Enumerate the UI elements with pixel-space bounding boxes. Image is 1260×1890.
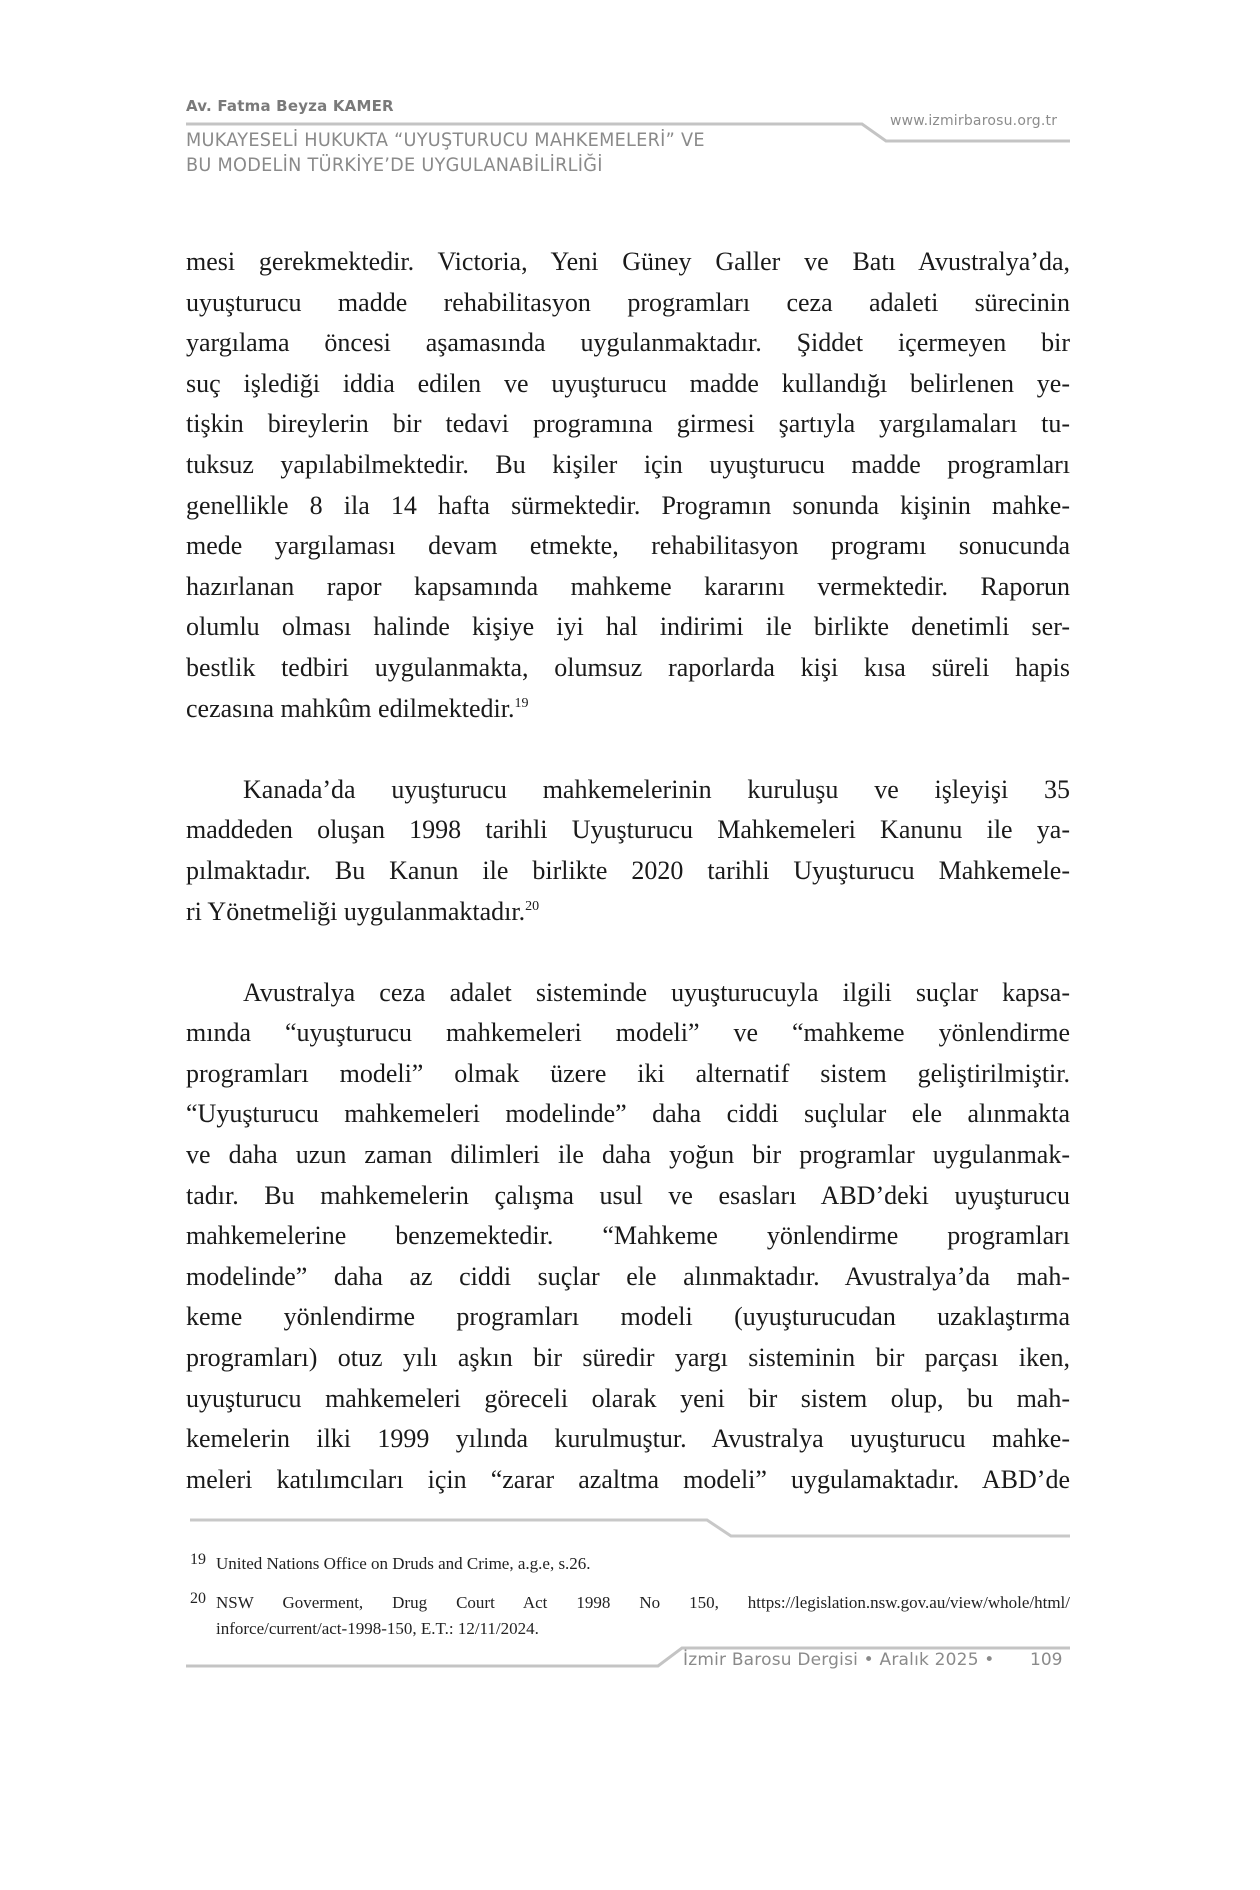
text-line-content: ri Yönetmeliği uygulanmaktadır. <box>186 896 526 926</box>
text-line: yargılama öncesi aşamasında uygulanmaktadır. Şiddet içermeyen bir <box>186 328 1070 358</box>
text-line: kemelerin ilki 1999 yılında kurulmuştur. Avustralya uyuşturucu mahke- <box>186 1424 1070 1454</box>
running-header-title-line-1: MUKAYESELİ HUKUKTA “UYUŞTURUCU MAHKEMELERİ” VE <box>186 129 705 151</box>
text-line: modelinde” daha az ciddi suçlar ele alınmaktadır. Avustralya’da mah- <box>186 1261 1070 1291</box>
text-line: programları) otuz yılı aşkın bir süredir yargı sisteminin bir parçası iken, <box>186 1343 1070 1373</box>
text-line: programları modeli” olmak üzere iki alternatif sistem geliştirilmiştir. <box>186 1058 1070 1088</box>
text-line: uyuşturucu mahkemeleri göreceli olarak yeni bir sistem olup, bu mah- <box>186 1383 1070 1413</box>
website-link[interactable]: www.izmirbarosu.org.tr <box>890 113 1058 129</box>
text-line: bestlik tedbiri uygulanmakta, olumsuz raporlarda kişi kısa süreli hapis <box>186 652 1070 682</box>
text-line: suç işlediği iddia edilen ve uyuşturucu madde kullandığı belirlenen ye- <box>186 368 1070 398</box>
running-footer-journal: İzmir Barosu Dergisi • Aralık 2025 • <box>683 1650 995 1670</box>
running-header-author: Av. Fatma Beyza KAMER <box>186 97 394 115</box>
footnote-text[interactable]: NSW Goverment, Drug Court Act 1998 No 150, https://legislation.nsw.gov.au/view/whole/html/ <box>216 1593 1070 1612</box>
article-body <box>186 242 1070 1500</box>
text-line: Kanada’da uyuşturucu mahkemelerinin kuruluşu ve işleyişi 35 <box>243 774 1070 804</box>
footnote-separator-rule <box>190 1520 1070 1536</box>
footnote-text: United Nations Office on Druds and Crime, a.g.e, s.26. <box>216 1554 591 1573</box>
text-line: mede yargılaması devam etmekte, rehabilitasyon programı sonucunda <box>186 531 1070 561</box>
text-line: tadır. Bu mahkemelerin çalışma usul ve esasları ABD’deki uyuşturucu <box>186 1180 1070 1210</box>
footnote-ref-19[interactable]: 19 <box>514 695 529 711</box>
text-line: genellikle 8 ila 14 hafta sürmektedir. Programın sonunda kişinin mahke- <box>186 490 1070 520</box>
text-line <box>186 689 1070 730</box>
footnote-number: 19 <box>190 1551 206 1568</box>
text-line: ve daha uzun zaman dilimleri ile daha yoğun bir programlar uygulanmak- <box>186 1140 1070 1170</box>
text-line: tişkin bireylerin bir tedavi programına girmesi şartıyla yargılamaları tu- <box>186 409 1070 439</box>
paragraph-spacer <box>186 729 1070 770</box>
text-line: pılmaktadır. Bu Kanun ile birlikte 2020 tarihli Uyuşturucu Mahkemele- <box>186 855 1070 885</box>
text-line: keme yönlendirme programları modeli (uyuşturucudan uzaklaştırma <box>186 1302 1070 1332</box>
text-line: Avustralya ceza adalet sisteminde uyuşturucuyla ilgili suçlar kapsa- <box>243 977 1070 1007</box>
text-line: maddeden oluşan 1998 tarihli Uyuşturucu Mahkemeleri Kanunu ile ya- <box>186 815 1070 845</box>
footnote-ref-20[interactable]: 20 <box>525 898 540 914</box>
text-line <box>186 892 1070 933</box>
text-line: mahkemelerine benzemektedir. “Mahkeme yönlendirme programları <box>186 1221 1070 1251</box>
text-line: uyuşturucu madde rehabilitasyon programları ceza adaleti sürecinin <box>186 287 1070 317</box>
text-line: mında “uyuşturucu mahkemeleri modeli” ve “mahkeme yönlendirme <box>186 1018 1070 1048</box>
text-line: mesi gerekmektedir. Victoria, Yeni Güney Galler ve Batı Avustralya’da, <box>186 247 1070 276</box>
header-rule <box>186 124 1070 141</box>
text-line: meleri katılımcıları için “zarar azaltma modeli” uygulamaktadır. ABD’de <box>186 1464 1070 1494</box>
footnote-number: 20 <box>190 1590 206 1607</box>
paragraph-3 <box>186 973 1070 1501</box>
running-header-title-line-2: BU MODELİN TÜRKİYE’DE UYGULANABİLİRLİĞİ <box>186 154 603 176</box>
text-line: olumlu olması halinde kişiye iyi hal indirimi ile birlikte denetimli ser- <box>186 612 1070 642</box>
page-number: 109 <box>1030 1650 1063 1670</box>
paragraph-1 <box>186 242 1070 729</box>
text-line: “Uyuşturucu mahkemeleri modelinde” daha ciddi suçlular ele alınmakta <box>186 1099 1070 1129</box>
footnotes <box>190 1551 1070 1655</box>
paragraph-spacer <box>186 932 1070 973</box>
text-line: tuksuz yapılabilmektedir. Bu kişiler için uyuşturucu madde programları <box>186 449 1070 479</box>
footnote-19 <box>190 1551 1070 1577</box>
footnote-text: inforce/current/act-1998-150, E.T.: 12/11/2024. <box>216 1619 539 1638</box>
footnote-20 <box>190 1590 1070 1642</box>
text-line-content: cezasına mahkûm edilmektedir. <box>186 693 515 723</box>
paragraph-2 <box>186 770 1070 932</box>
text-line: hazırlanan rapor kapsamında mahkeme kararını vermektedir. Raporun <box>186 571 1070 601</box>
